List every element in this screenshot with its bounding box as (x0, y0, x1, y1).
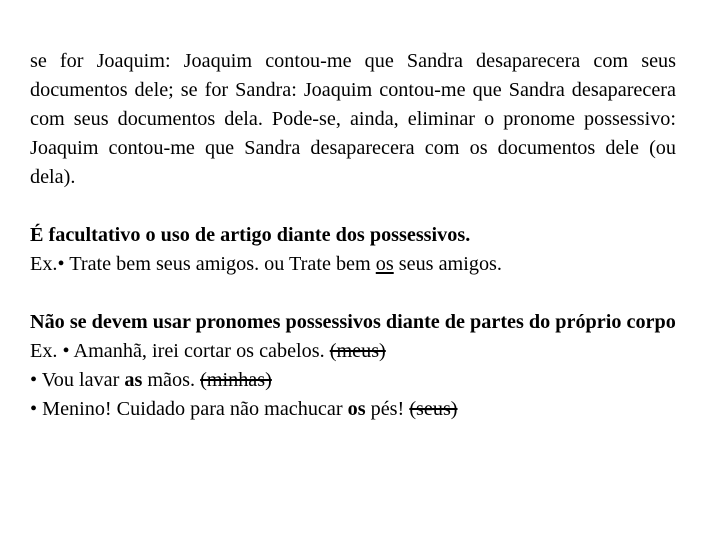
intro-paragraph: se for Joaquim: Joaquim contou-me que Sandra desaparecera com seus documentos dele; se for Sandra: Joaquim contou-me que Sandra desaparecera com seus documentos dela. Pode-se, ainda, eliminar o pronome possessivo: Joaquim contou-me que Sandra desaparecera com os documentos dele (ou dela). (30, 50, 676, 188)
spacer (30, 279, 676, 308)
section-body-parts (30, 308, 676, 424)
example-text-end: seus amigos. (393, 253, 502, 275)
example-text: • Vou lavar (30, 369, 125, 391)
rule-heading-body-parts: Não se devem usar pronomes possessivos diante de partes do próprio corpo (30, 311, 676, 333)
spacer (30, 192, 676, 221)
struck-pronoun: (seus) (409, 398, 458, 420)
section-facultative-article (30, 221, 676, 279)
struck-pronoun: (meus) (329, 340, 386, 362)
example-text: • Menino! Cuidado para não machucar (30, 398, 348, 420)
slide-content (30, 47, 676, 424)
article: as (124, 369, 143, 391)
example-text: cabelos. (254, 340, 330, 362)
example-text: mãos. (142, 369, 201, 391)
example-text: Ex. • Amanhã, irei cortar (30, 340, 237, 362)
struck-pronoun: (minhas) (200, 369, 272, 391)
example-line (30, 395, 676, 424)
example-line (30, 366, 676, 395)
example-line (30, 250, 676, 279)
example-text: Ex.• Trate bem seus amigos. ou Trate bem (30, 253, 376, 275)
example-line (30, 337, 676, 366)
example-text: pés! (365, 398, 410, 420)
article: os (236, 340, 255, 362)
article: os (347, 398, 366, 420)
underlined-article: os (375, 253, 394, 275)
rule-heading-facultative: É facultativo o uso de artigo diante dos possessivos. (30, 224, 471, 246)
